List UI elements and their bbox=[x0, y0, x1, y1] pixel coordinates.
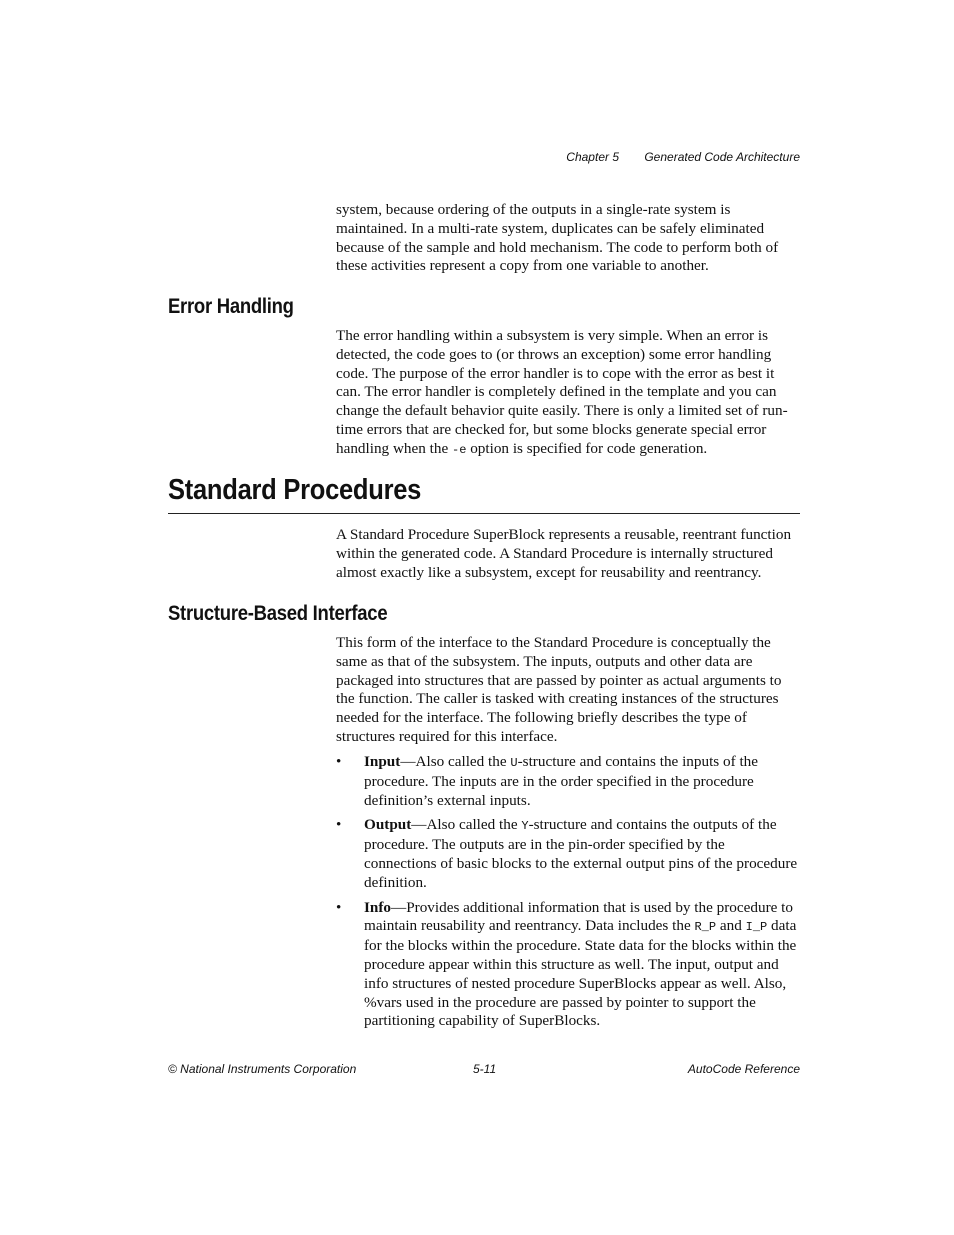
error-handling-heading: Error Handling bbox=[168, 295, 294, 318]
list-item bbox=[336, 753, 800, 810]
struct-code: R_P bbox=[694, 920, 717, 935]
chapter-title: Generated Code Architecture bbox=[644, 150, 800, 164]
error-handling-text: The error handling within a subsystem is very simple. When an error is detected, the code goes to (or throws an exception) some error handling code. The purpose of the error handler is to cope with the error as best it can. The error handler is completely defined in the template and you can change the default behavior quite easily. There is only a limited set of run-time errors that are checked for, but some blocks generate special error handling when the bbox=[336, 327, 788, 457]
struct-code: U bbox=[510, 756, 518, 770]
bullet-text: and bbox=[716, 917, 746, 935]
page-number: 5-11 bbox=[473, 1062, 497, 1076]
footer-copyright: © National Instruments Corporation bbox=[168, 1062, 357, 1076]
section-rule bbox=[168, 513, 800, 514]
structure-list bbox=[336, 753, 800, 1037]
bullet-term: Info bbox=[364, 898, 392, 916]
standard-procedures-paragraph: A Standard Procedure SuperBlock represents a reusable, reentrant function within the generated code. A Standard Procedure is internally structured almost exactly like a subsystem, except for reusability and reentrancy. bbox=[336, 526, 792, 581]
error-handling-paragraph bbox=[336, 327, 800, 460]
list-item bbox=[336, 816, 800, 892]
footer-book-title: AutoCode Reference bbox=[687, 1062, 800, 1076]
bullet-term: Input bbox=[364, 753, 401, 770]
bullet-text: -structure and contains the inputs of the procedure. The inputs are in the order specified in the procedure definition’s external inputs. bbox=[364, 753, 759, 809]
bullet-text: —Also called the bbox=[411, 816, 522, 834]
structure-based-heading: Structure-Based Interface bbox=[168, 602, 388, 625]
bullet-glyph: • bbox=[336, 753, 342, 770]
option-code: -e bbox=[452, 442, 467, 457]
chapter-label: Chapter 5 bbox=[566, 150, 619, 164]
structure-based-paragraph: This form of the interface to the Standard Procedure is conceptually the same as that of the subsystem. The inputs, outputs and other data are packaged into structures that are passed by pointer as actual arguments to the function. The caller is tasked with creating instances of the structures needed for the interface. The following briefly describes the type of structures required for this interface. bbox=[336, 634, 782, 745]
standard-procedures-heading: Standard Procedures bbox=[168, 474, 422, 506]
struct-code: Y bbox=[521, 819, 529, 834]
list-item bbox=[336, 899, 800, 1032]
error-handling-text-end: option is specified for code generation. bbox=[466, 439, 708, 457]
bullet-term: Output bbox=[364, 816, 412, 834]
bullet-text: data for the blocks within the procedure. State data for the blocks within the procedure appear within this structure as well. The input, output and info structures of nested procedure SuperBlocks appear as well. Also, %vars used in the procedure are passed by pointer to support the partitioning capability of SuperBlocks. bbox=[364, 917, 797, 1030]
bullet-text: -structure and contains the outputs of the procedure. The outputs are in the pin-order specified by the connections of basic blocks to the external output pins of the procedure definition. bbox=[364, 816, 798, 891]
struct-code: I_P bbox=[745, 920, 768, 935]
bullet-glyph: • bbox=[336, 816, 342, 834]
bullet-text: —Also called the bbox=[400, 753, 511, 770]
bullet-text: —Provides additional information that is used by the procedure to maintain reusability and reentrancy. Data includes the bbox=[364, 898, 793, 935]
intro-paragraph: system, because ordering of the outputs in a single-rate system is maintained. In a multi-rate system, duplicates can be safely eliminated because of the sample and hold mechanism. The code to perform both of these activities represent a copy from one variable to another. bbox=[336, 201, 779, 275]
running-header bbox=[544, 150, 800, 164]
bullet-glyph: • bbox=[336, 898, 342, 916]
